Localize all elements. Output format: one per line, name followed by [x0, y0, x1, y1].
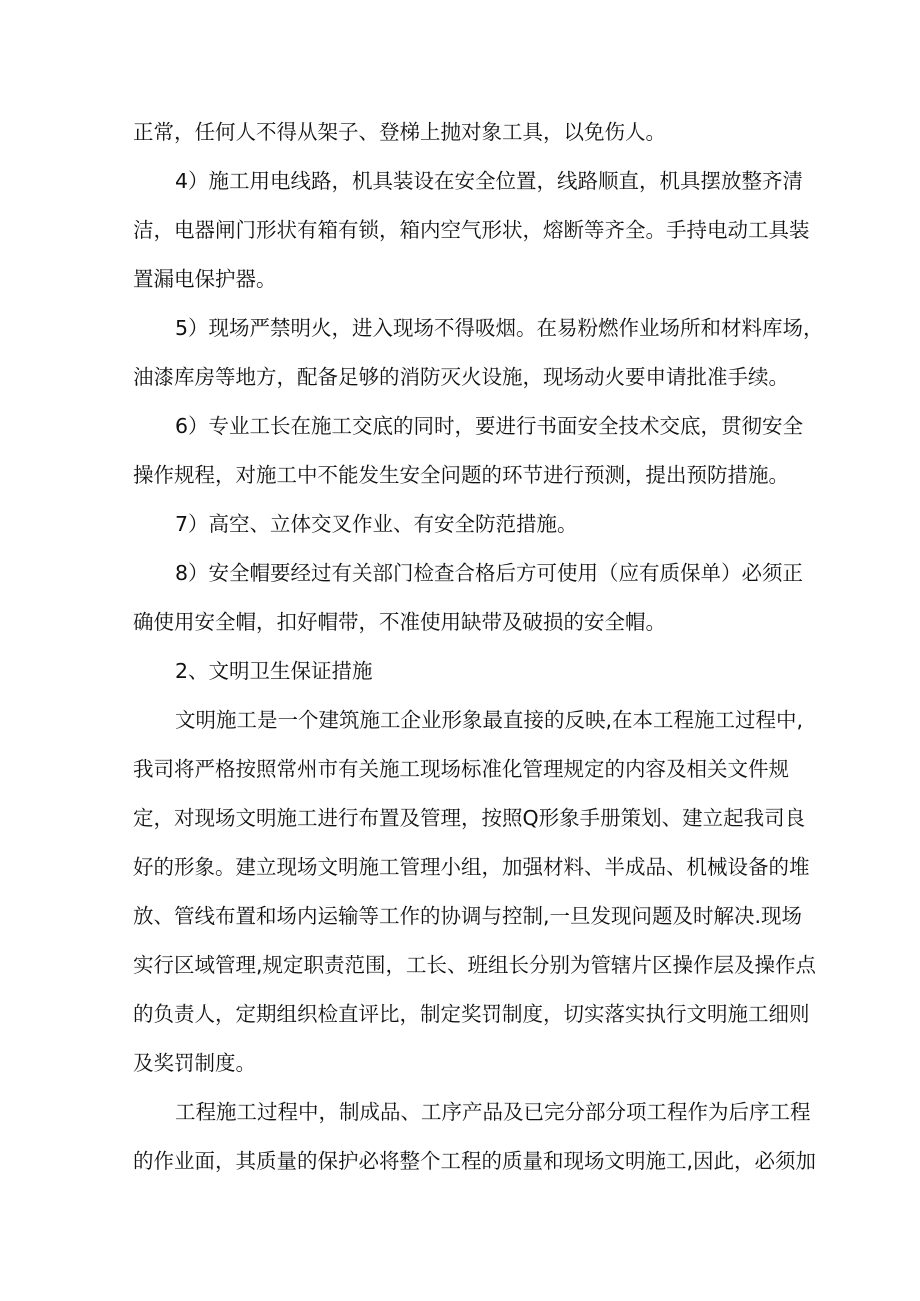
text-line: 的负责人，定期组织检直评比，制定奖罚制度，切实落实执行文明施工细则 [133, 1002, 810, 1026]
text-line: 定，对现场文明施工进行布置及管理，按照Q形象手册策划、建立起我司良 [133, 806, 806, 830]
text-line: 我司将严格按照常州市有关施工现场标准化管理规定的内容及相关文件规 [133, 757, 789, 781]
text-line: 操作规程，对施工中不能发生安全问题的环节进行预测，提出预防措施。 [133, 463, 789, 487]
text-line: 文明施工是一个建筑施工企业形象最直接的反映,在本工程施工过程中, [175, 708, 804, 732]
text-line: 油漆库房等地方，配备足够的消防灭火设施，现场动火要申请批准手续。 [133, 365, 789, 389]
text-line: 的作业面，其质量的保护必将整个工程的质量和现场文明施工,因此，必须加 [133, 1149, 817, 1173]
text-line: 及奖罚制度。 [133, 1051, 256, 1075]
text-line: 确使用安全帽，扣好帽带，不准使用缺带及破损的安全帽。 [133, 610, 666, 634]
text-line: 放、管线布置和场内运输等工作的协调与控制,一旦发现问题及时解决.现场 [133, 904, 803, 928]
text-line: 5）现场严禁明火，进入现场不得吸烟。在易粉燃作业场所和材料库场， [175, 316, 824, 340]
text-line: 洁，电器闸门形状有箱有锁，箱内空气形状，熔断等齐全。手持电动工具装 [133, 218, 810, 242]
text-line: 好的形象。建立现场文明施工管理小组，加强材料、半成品、机械设备的堆 [133, 855, 810, 879]
text-line: 工程施工过程中，制成品、工序产品及已完分部分项工程作为后序工程 [175, 1100, 811, 1124]
text-line: 6）专业工长在施工交底的同时，要进行书面安全技术交底，贯彻安全 [175, 414, 804, 438]
section-heading: 2、文明卫生保证措施 [175, 659, 373, 683]
text-line: 8）安全帽要经过有关部门检查合格后方可使用（应有质保单）必须正 [175, 561, 804, 585]
text-line: 置漏电保护器。 [133, 267, 277, 291]
text-line: 实行区域管理,规定职责范围，工长、班组长分别为管辖片区操作层及操作点 [133, 953, 817, 977]
text-line: 4）施工用电线路，机具装设在安全位置，线路顺直，机具摆放整齐清 [175, 169, 804, 193]
text-line: 正常，任何人不得从架子、登梯上抛对象工具，以免伤人。 [133, 120, 666, 144]
text-line: 7）高空、立体交叉作业、有安全防范措施。 [175, 512, 578, 536]
